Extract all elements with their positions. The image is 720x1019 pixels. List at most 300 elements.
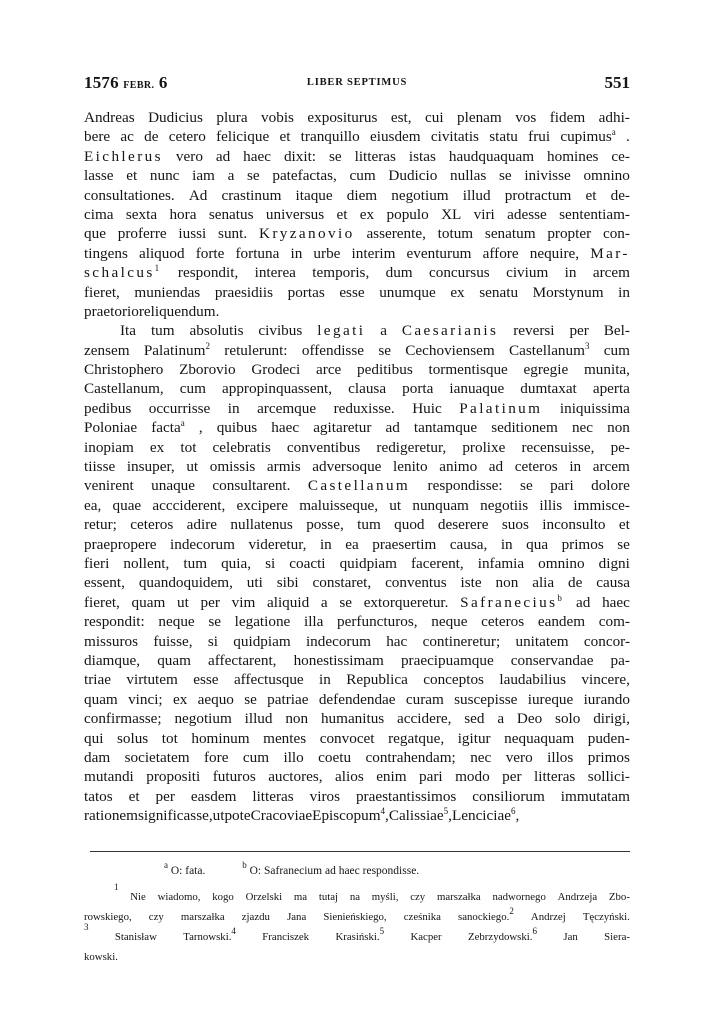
word: vincere, (581, 671, 630, 689)
word: adire (186, 516, 218, 534)
word: arce (316, 361, 342, 379)
word: primos (587, 748, 630, 766)
word: Calissiae$^5$ (388, 806, 449, 825)
word: primos (561, 535, 604, 553)
word: pedibus (84, 399, 132, 417)
word: pe- (610, 438, 630, 456)
word: tormentisque (428, 361, 508, 379)
word: curam (405, 690, 444, 708)
word: propositi (146, 768, 201, 786)
word: forte (195, 244, 225, 262)
word: aliquid (266, 593, 310, 611)
word: lenito (393, 458, 428, 476)
footnote-marker: 5 (443, 806, 449, 817)
word: vero (505, 748, 533, 766)
word: honestissimam (293, 651, 384, 669)
spaced-name: Eichlerus (84, 147, 163, 165)
word: propter (547, 225, 592, 243)
word: in (569, 458, 582, 476)
word: futuros (212, 768, 256, 786)
text-line (84, 515, 630, 534)
word: easdem (190, 787, 237, 805)
word: redigeretur, (376, 438, 447, 456)
word: Jan (563, 931, 578, 943)
word: quam (84, 690, 118, 708)
word: iureque (527, 690, 574, 708)
text-line (84, 360, 630, 379)
footnote-marker: 5 (379, 926, 385, 936)
word: frui (528, 128, 551, 146)
word: dam (84, 748, 111, 766)
word: retur; (84, 516, 117, 534)
text-line (84, 244, 630, 263)
word: reversi (513, 322, 555, 340)
word: civium (506, 264, 549, 282)
textual-note (242, 860, 420, 877)
word: in (618, 283, 630, 301)
text-line (84, 127, 630, 146)
word: modo (455, 768, 490, 786)
word: occurrisse (148, 399, 211, 417)
word: nequire, (529, 244, 580, 262)
word: litteras (354, 147, 396, 165)
word: praesertim (372, 535, 437, 553)
word: fuisse, (153, 632, 193, 650)
page-number: 551 (604, 73, 630, 92)
word: Huic (412, 399, 442, 417)
note-mark: b (242, 860, 247, 870)
word: omnino (583, 167, 630, 185)
word: recensuisse, (521, 438, 595, 456)
word: ex (359, 205, 375, 223)
word: vobis (261, 109, 294, 126)
word: , (385, 807, 389, 825)
word: crastinum (221, 186, 282, 204)
text-line (84, 418, 630, 437)
spaced-name: schalcus$^1$ (84, 263, 162, 282)
word: a (497, 710, 505, 728)
spaced-name: Safranecius$^b$ (460, 592, 565, 611)
word: iussi (178, 225, 207, 243)
word: Zborovio (179, 361, 236, 379)
word: marszałka (180, 911, 225, 923)
word: wiadomo, (157, 891, 201, 903)
word: hora (169, 205, 197, 223)
word: causa (596, 574, 630, 592)
word: consultarent. (212, 477, 291, 495)
word: absolutis (189, 322, 244, 340)
text-line (84, 787, 630, 806)
word: in (500, 535, 513, 553)
word: cum (179, 380, 206, 398)
word: praesidiis (214, 283, 274, 301)
word: dixit: (283, 147, 317, 165)
word: respondit: (84, 613, 145, 631)
word: tum (357, 516, 381, 534)
word: omnino (538, 554, 585, 572)
word: Episcopum$^4$ (312, 806, 386, 825)
word: Andreas (84, 109, 135, 126)
word: cetero (168, 128, 206, 146)
word: et (279, 128, 291, 146)
word: se (328, 147, 342, 165)
word: virtutem (126, 671, 178, 689)
word: insuper, (126, 458, 175, 476)
text-line (84, 496, 630, 515)
spaced-name: Castellanum (307, 477, 411, 495)
word: ceteros (514, 458, 558, 476)
word: ac (120, 128, 134, 146)
text-line (84, 748, 630, 767)
word: non (607, 419, 630, 437)
word: sententiam- (559, 205, 630, 223)
word: arcemque (257, 399, 317, 417)
word: accidere, (397, 710, 452, 728)
word: solus (116, 729, 149, 747)
word: haec (602, 593, 630, 611)
word: eventurum (406, 244, 472, 262)
footnote-marker: b (557, 592, 565, 603)
word: agitaretur (313, 419, 372, 437)
word: expositurus (307, 109, 378, 126)
footnote-marker: 2 (205, 340, 210, 351)
word: muniendas (134, 283, 201, 301)
word: significasse, (137, 807, 213, 825)
text-line (84, 399, 630, 418)
word: quia, (221, 554, 252, 572)
footnote-marker: 1 (154, 263, 162, 274)
word: Cechoviensem (405, 341, 495, 359)
word: utpote (212, 807, 251, 825)
word: na (349, 891, 361, 903)
word: haec (243, 147, 271, 165)
word: posse, (306, 516, 344, 534)
word: eandem (537, 613, 586, 631)
word: arcem (592, 458, 630, 476)
word: non (495, 574, 519, 592)
word: perfuncturos, (337, 613, 418, 631)
note-mark: a (164, 860, 168, 870)
word: dirigi, (593, 710, 630, 728)
word: Ad (188, 186, 208, 204)
word: mentes (263, 729, 307, 747)
word: illud (244, 710, 273, 728)
word: haec (271, 419, 300, 437)
word: litteras (252, 787, 294, 805)
word: de (568, 574, 583, 592)
word: tum (183, 554, 208, 572)
word: se (498, 167, 512, 185)
header-day: 6 (158, 73, 168, 92)
word: patefactas, (272, 167, 337, 185)
word: per (155, 787, 175, 805)
word: proferre (117, 225, 167, 243)
word: Zbo- (608, 891, 630, 903)
word: Stanisław (114, 931, 157, 943)
word: praestantissimos (355, 787, 457, 805)
text-line (84, 806, 630, 825)
word: respondisse: (427, 477, 503, 495)
word: missuros (84, 632, 139, 650)
word: Castellanum$^3$ (509, 340, 590, 359)
word: conservandae (510, 651, 594, 669)
word: infamia (477, 554, 525, 572)
text-line (84, 302, 630, 321)
word: civibus (258, 322, 303, 340)
header-book-title: LIBER SEPTIMUS (306, 77, 408, 88)
word: quam (157, 651, 191, 669)
word: in (319, 671, 331, 689)
word: consultationes. (84, 186, 175, 204)
word: immisce- (573, 496, 630, 514)
word: alia (532, 574, 555, 592)
text-line (84, 457, 630, 476)
word: si (207, 632, 218, 650)
word: societatem (124, 748, 190, 766)
word: clausa (348, 380, 387, 398)
word: fieri (84, 554, 110, 572)
word: concursus (428, 264, 490, 282)
word: unitatem (515, 632, 569, 650)
word: inopiam (84, 438, 134, 456)
word: se (378, 341, 391, 359)
word: ad (215, 147, 231, 165)
footnote-marker: 4 (380, 806, 386, 817)
word: non (285, 710, 309, 728)
word: coetu (318, 748, 352, 766)
word: Grodeci (251, 361, 301, 379)
word: diamque, (84, 651, 141, 669)
word: inconsulto (542, 516, 606, 534)
word: appropinquassent, (221, 380, 333, 398)
word: tot (180, 438, 197, 456)
word: adversoque (312, 458, 382, 476)
word: eiusdem (369, 128, 421, 146)
word: sed (464, 710, 485, 728)
word: cui (425, 109, 444, 126)
word: myśli, (371, 891, 399, 903)
word: et (585, 186, 597, 204)
word: se (520, 477, 533, 495)
word: contrahendam; (365, 748, 456, 766)
word: quandoquidem, (138, 574, 233, 592)
word: auctores, (268, 768, 323, 786)
word: convocet (319, 729, 375, 747)
word: kowski. (84, 951, 118, 963)
word: sanockiego.$^2$ (458, 906, 514, 923)
word: ad (488, 458, 504, 476)
word: se (617, 535, 630, 553)
word: ad (385, 419, 400, 437)
word: nunquam (412, 496, 469, 514)
word: adhi- (598, 109, 630, 126)
text-line (84, 670, 630, 689)
word: affore (482, 244, 519, 262)
word: Franciszek (262, 931, 310, 943)
word: in (227, 399, 240, 417)
word: quam (131, 593, 166, 611)
word: universus (265, 205, 325, 223)
word: maluisseque, (299, 496, 379, 514)
word: concor- (583, 632, 630, 650)
word: patriae (267, 690, 309, 708)
word: hominum (191, 729, 250, 747)
word: triae (84, 671, 111, 689)
spaced-name: Mar- (590, 244, 630, 262)
word: in (564, 264, 577, 282)
word: esse (339, 283, 365, 301)
word: humanitus (320, 710, 385, 728)
word: con- (602, 225, 630, 243)
word: populo (386, 205, 429, 223)
word: quae (112, 496, 142, 514)
word: coacti (289, 554, 326, 572)
word: temporis, (312, 264, 370, 282)
footnote-marker: 3 (84, 922, 89, 932)
word: negotium (174, 710, 232, 728)
word: mutandi (84, 768, 134, 786)
word: fieret, (84, 593, 120, 611)
word: ea, (84, 496, 102, 514)
word: praecipuamque (400, 651, 494, 669)
word: illo (283, 748, 304, 766)
word: pari (419, 768, 443, 786)
word: nequaquam (504, 729, 575, 747)
footnote-marker: 3 (584, 340, 590, 351)
word: fidem (549, 109, 586, 126)
text-line (84, 947, 630, 967)
word: aequo (197, 690, 234, 708)
word: arcem (592, 264, 630, 282)
word: conventibus (286, 438, 361, 456)
word: Kacper (410, 931, 442, 943)
word: ex (149, 438, 165, 456)
word: digni (598, 554, 630, 572)
word: essent, (84, 574, 125, 592)
word: per (502, 768, 522, 786)
footnote-marker: 6 (510, 806, 516, 817)
word: tranquillo (300, 128, 360, 146)
word: in (319, 535, 332, 553)
word: Poloniae (84, 419, 138, 437)
word: laudabilius (499, 671, 567, 689)
word: indecorum (305, 632, 371, 650)
word: Castellanum, (84, 380, 164, 398)
text-line (84, 729, 630, 748)
text-line (84, 186, 630, 205)
word: tatos (84, 787, 113, 805)
word: neque (158, 613, 195, 631)
word: cupimus$^a$ (560, 127, 616, 146)
text-line (84, 907, 630, 927)
main-text (84, 108, 630, 825)
text-line (84, 476, 630, 495)
word: aliquod (139, 244, 185, 262)
word: enim (376, 768, 407, 786)
word: nunc (149, 167, 180, 185)
word: suos (501, 516, 529, 534)
word: solo (555, 710, 581, 728)
text-line (84, 612, 630, 631)
footnote-rule (90, 851, 630, 852)
word: legatione (234, 613, 291, 631)
word: Dudicius (148, 109, 203, 126)
text-line (84, 651, 630, 670)
word: Christophero (84, 361, 164, 379)
spaced-name: Kryzanovio (258, 225, 355, 243)
word: venirent (84, 477, 134, 495)
word: et (618, 516, 630, 534)
word: uti (246, 574, 263, 592)
word: et (128, 787, 140, 805)
word: iste (460, 574, 482, 592)
word: civitatis (430, 128, 479, 146)
word: accciderent, (152, 496, 226, 514)
text-line (84, 205, 630, 224)
word: , (198, 419, 203, 437)
word: haudquaquam (448, 147, 535, 165)
word: tum (150, 322, 175, 340)
word: a (320, 593, 328, 611)
word: fieret, (84, 283, 120, 301)
word: extorqueretur. (363, 593, 449, 611)
word: si (265, 554, 276, 572)
text-line (84, 573, 630, 592)
word: est, (390, 109, 412, 126)
word: interim (351, 244, 396, 262)
text-line (84, 341, 630, 360)
word: marszałka (436, 891, 481, 903)
header-year: 1576 (84, 73, 119, 92)
word: negotiis (480, 496, 529, 514)
word: neque (431, 613, 468, 631)
word: illa (303, 613, 324, 631)
text-line (84, 882, 630, 907)
word: Andrzeja (557, 891, 598, 903)
word: Sienieńskiego, (323, 911, 387, 923)
word: facerent, (410, 554, 464, 572)
word: adesse (507, 205, 547, 223)
word: Tarnowski.$^4$ (183, 926, 236, 943)
word: nec (470, 748, 492, 766)
word: tiisse (84, 458, 116, 476)
word: Republica (346, 671, 408, 689)
word: puden- (587, 729, 630, 747)
word: nullatenus (230, 516, 293, 534)
textual-note (164, 860, 206, 877)
word: deserere (437, 516, 489, 534)
textual-notes (164, 860, 420, 877)
word: sollici- (587, 768, 630, 786)
word: facta$^a$ (151, 418, 185, 437)
text-line (84, 767, 630, 786)
word: videretur, (248, 535, 307, 553)
word: totum (437, 225, 474, 243)
text-line (84, 263, 630, 282)
word: vinci; (128, 690, 163, 708)
word: et (336, 205, 348, 223)
word: aperta (592, 380, 630, 398)
word: illis (539, 496, 563, 514)
word: urbe (313, 244, 341, 262)
word: ut (177, 593, 189, 611)
text-line (84, 554, 630, 573)
word: dolore (591, 477, 630, 495)
word: celebratis (212, 438, 271, 456)
header-month: FEBR. (123, 80, 155, 91)
text-line (84, 224, 630, 243)
spaced-name: Caesarianis (401, 322, 499, 340)
